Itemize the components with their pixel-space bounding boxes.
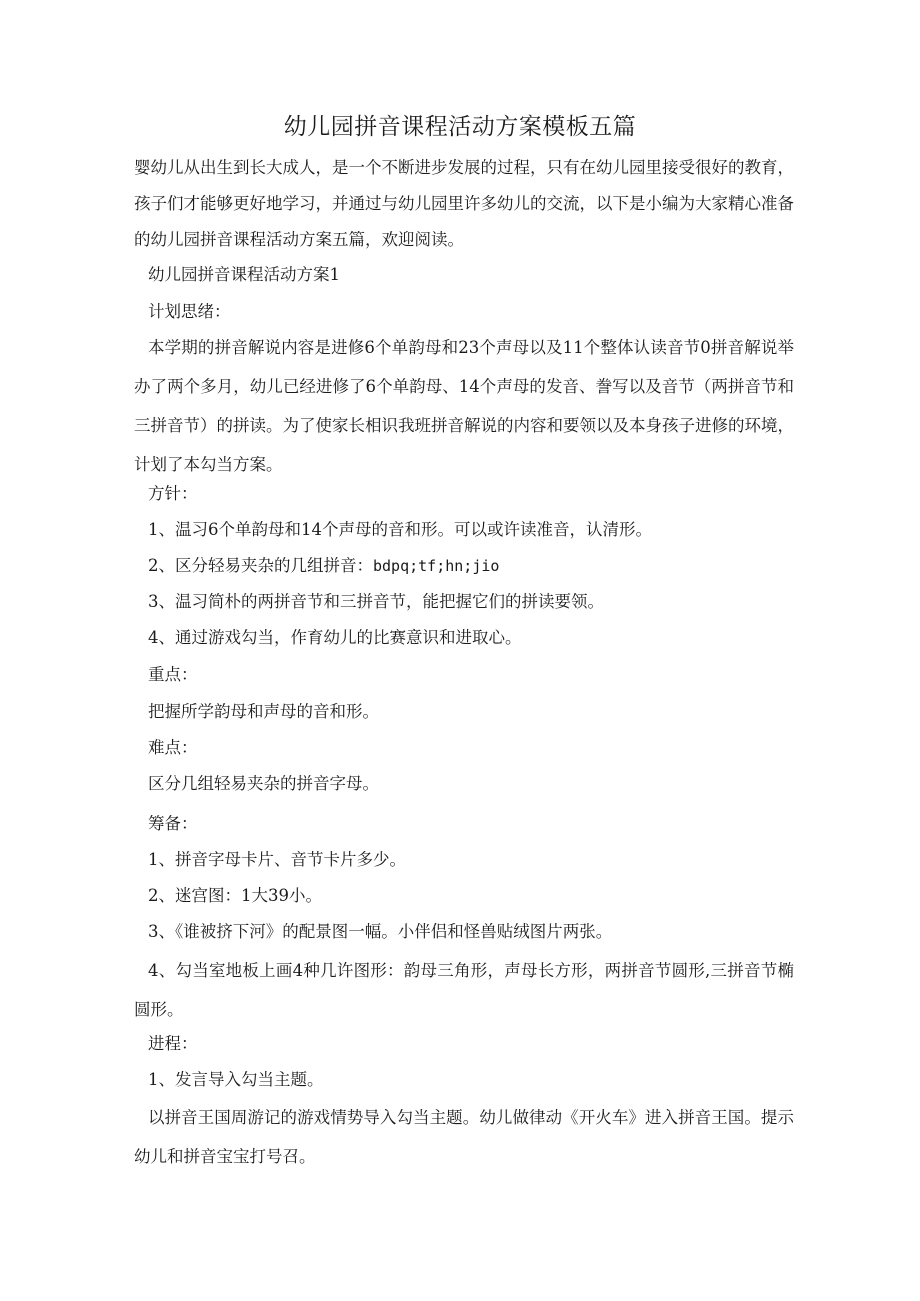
key-heading: 重点： <box>148 665 198 684</box>
intro-paragraph: 婴幼儿从出生到长大成人，是一个不断进步发展的过程，只有在幼儿园里接受很好的教育，孩子们才能够更好地学习，并通过与幼儿园里许多幼儿的交流，以下是小编为大家精心准备的幼儿园拼音课程活动方案五篇，欢迎阅读。 <box>134 158 794 249</box>
key-text: 把握所学韵母和声母的音和形。 <box>148 702 379 721</box>
policy-item-2 <box>148 554 499 578</box>
plan-heading: 计划思绪： <box>148 302 231 321</box>
policy-heading: 方针： <box>148 484 198 503</box>
document-title: 幼儿园拼音课程活动方案模板五篇 <box>283 114 637 140</box>
process-heading: 进程： <box>148 1034 198 1053</box>
prep-item-2: 2、迷宫图：1大39小。 <box>148 886 322 905</box>
policy-item-3: 3、温习简朴的两拼音节和三拼音节，能把握它们的拼读要领。 <box>148 592 604 611</box>
difficulty-heading: 难点： <box>148 738 198 757</box>
policy-item-2-code: bdpq;tf;hn;jio <box>373 557 500 575</box>
prep-heading: 筹备： <box>148 814 198 833</box>
section-heading: 幼儿园拼音课程活动方案1 <box>148 265 340 284</box>
policy-item-2-text: 2、区分轻易夹杂的几组拼音： <box>148 556 373 575</box>
policy-item-1: 1、温习6个单韵母和14个声母的音和形。可以或许读准音，认清形。 <box>148 520 652 539</box>
plan-paragraph: 本学期的拼音解说内容是进修6个单韵母和23个声母以及11个整体认读音节0拼音解说举办了两个多月，幼儿已经进修了6个单韵母、14个声母的发音、誊写以及音节（两拼音节和三拼音节）的拼读。为了使家长相识我班拼音解说的内容和要领以及本身孩子进修的环境，计划了本勾当方案。 <box>134 338 794 474</box>
difficulty-text: 区分几组轻易夹杂的拼音字母。 <box>148 774 379 793</box>
policy-item-4: 4、通过游戏勾当，作育幼儿的比赛意识和进取心。 <box>148 628 522 647</box>
prep-item-4: 4、勾当室地板上画4种几许图形：韵母三角形，声母长方形，两拼音节圆形,三拼音节椭圆形。 <box>134 961 794 1019</box>
prep-item-3: 3、《谁被挤下河》的配景图一幅。小伴侣和怪兽贴绒图片两张。 <box>148 922 613 941</box>
process-item-1: 1、发言导入勾当主题。 <box>148 1070 324 1089</box>
process-paragraph: 以拼音王国周游记的游戏情势导入勾当主题。幼儿做律动《开火车》进入拼音王国。提示幼儿和拼音宝宝打号召。 <box>134 1108 794 1166</box>
prep-item-1: 1、拼音字母卡片、音节卡片多少。 <box>148 850 406 869</box>
